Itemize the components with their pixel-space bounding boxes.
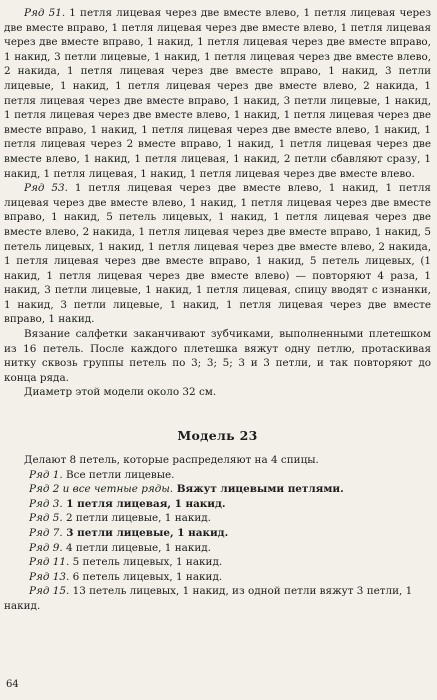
paragraph-finishing [4, 327, 431, 385]
model-intro: Делают 8 петель, которые распределяют на 4 спицы. [24, 454, 319, 467]
row-label: Ряд 3. [29, 497, 63, 510]
row-label: Ряд 53. [24, 182, 68, 195]
row-text: 1 петля лицевая, 1 накид. [62, 497, 226, 510]
row-instruction [4, 541, 431, 556]
row-text: 3 петли лицевые, 1 накид. [62, 527, 229, 539]
row-label: Ряд 9. [29, 541, 63, 554]
model-title: Модель 23 [177, 428, 258, 444]
row-label: Ряд 15. [29, 585, 70, 598]
row-text: 1 петля лицевая через две вместе влево, 1 петля лицевая через две вместе вправо, 1 петля лицевая через две вместе влево, 1 петля лицевая через две вместе вправо, 1 накид, 1 петля лицевая через две вместе вправо, 1 накид, 3 петли лицевые, 1 накид, 1 петля лицевая через две вместе влево, 2 накида, 1 петля лицевая через две вместе вправо, 1 накид, 3 петли лицевые, 1 накид, 1 петля лицевая через две вместе влево, 2 накида, 1 петля лицевая через две вместе вправо, 1 накид, 3 петли лицевые, 1 накид, 1 петля лицевая через две вместе влево, 1 накид, 1 петля лицевая через две вместе вправо, 1 накид, 1 петля лицевая через две вместе влево, 1 накид, 1 петля лицевая через 2 вместе вправо, 1 накид, 1 петля лицевая через две вместе влево, 1 накид, 1 петля лицевая, 1 накид, 2 петли сбавляют сразу, 1 накид, 1 петля лицевая, 1 накид, 1 петля лицевая через две вместе влево. [4, 7, 431, 180]
row-label: Ряд 51. [24, 7, 66, 19]
row-text: Вяжут лицевыми петлями. [173, 483, 344, 496]
row-text: 4 петли лицевые, 1 накид. [62, 541, 211, 554]
row-text: 1 петля лицевая через две вместе влево, 1 накид, 1 петля лицевая через две вместе влево, 1 накид, 1 петля лицевая через две вместе вправо, 1 накид, 5 петель лицевых, 1 накид, 1 петля лицевая через две вместе влево, 2 накида, 1 петля лицевая через две вместе вправо, 1 накид, 5 петель лицевых, 1 накид, 1 петля лицевая через две вместе влево, 2 накида, 1 петля лицевая через две вместе вправо, 1 накид, 5 петель лицевых, (1 накид, 1 петля лицевая через две вместе влево) — повторяют 4 раза, 1 накид, 3 петли лицевые, 1 накид, 1 петля лицевая, спицу вводят с изнанки, 1 накид, 3 петли лицевые, 1 накид, 1 петля лицевая через две вместе вправо, 1 накид. [4, 182, 431, 326]
row-label: Ряд 13. [29, 570, 70, 583]
row-label: Ряд 2 и все четные ряды. [29, 483, 174, 496]
row-instruction [4, 511, 431, 526]
row-label: Ряд 11. [29, 556, 70, 569]
paragraph-row-53 [4, 181, 431, 327]
row-instruction [4, 497, 431, 512]
row-instruction [4, 570, 431, 585]
row-label: Ряд 7. [29, 527, 63, 539]
paragraph-diameter [4, 385, 431, 400]
row-text: Все петли лицевые. [62, 468, 175, 481]
paragraph-text: Диаметр этой модели около 32 см. [24, 386, 217, 399]
row-text: 6 петель лицевых, 1 накид. [69, 570, 223, 583]
row-text: 5 петель лицевых, 1 накид. [69, 556, 223, 569]
paragraph-text: Вязание салфетки заканчивают зубчиками, выполненными плетешком из 16 петель. После каждого плетешка вяжут одну петлю, протаскивая нитку сквозь группы петель по 3; 3; 5; 3 и 3 петли, и так повторяют до конца ряда. [4, 328, 431, 384]
row-instruction [4, 555, 431, 570]
page-number: 64 [6, 679, 19, 690]
row-instruction [4, 468, 431, 483]
row-instruction [4, 526, 431, 541]
paragraph-row-51 [4, 6, 431, 181]
row-instruction [4, 584, 431, 613]
row-text: 13 петель лицевых, 1 накид, из одной петли вяжут 3 петли, 1 накид. [4, 585, 413, 612]
row-label: Ряд 1. [29, 468, 63, 481]
row-instruction [4, 482, 431, 497]
row-text: 2 петли лицевые, 1 накид. [62, 512, 211, 525]
row-label: Ряд 5. [29, 512, 63, 525]
model-instructions [4, 453, 431, 614]
